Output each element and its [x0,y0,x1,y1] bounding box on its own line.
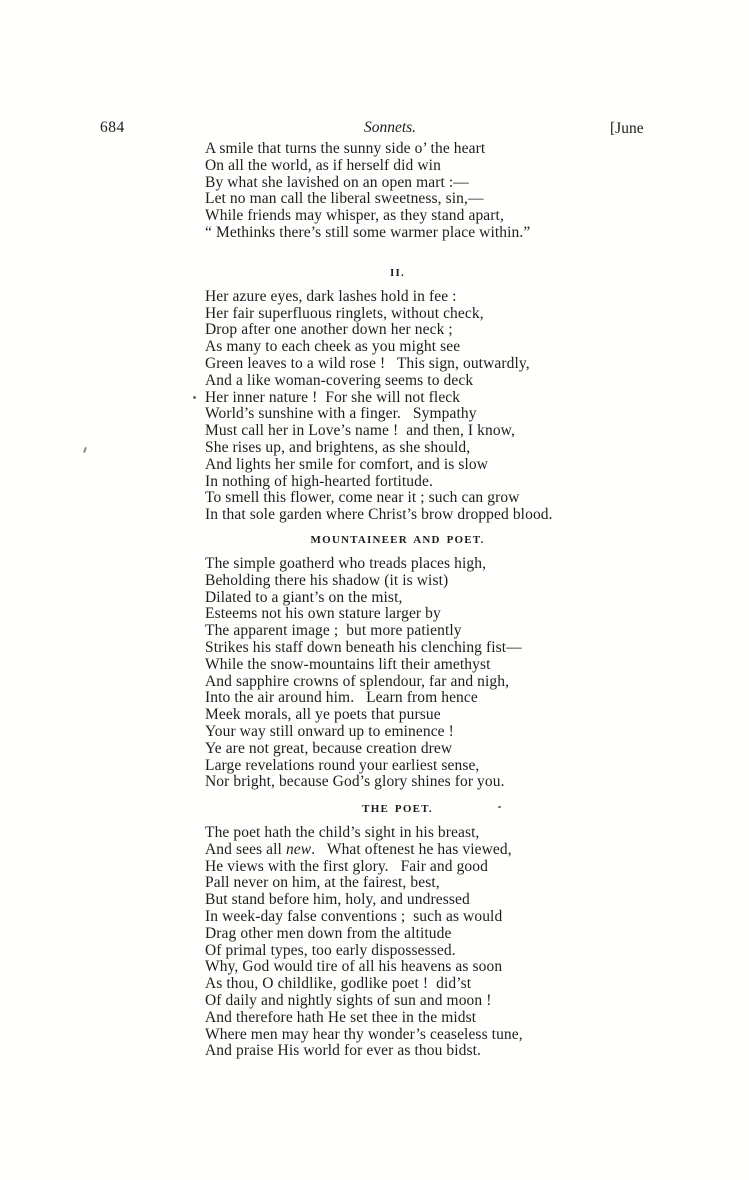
poem-section-the-poet [205,803,590,1060]
page-number: 684 [100,119,125,136]
poem-line: And therefore hath He set thee in the midst [205,1008,477,1026]
poem-line: Into the air around him. Learn from hence [205,689,478,707]
poem-line: While the snow-mountains lift their amethyst [205,655,491,673]
running-title: Sonnets. [363,119,417,136]
poem-line: On all the world, as if herself did win [205,156,441,174]
poem-line: Beholding there his shadow (it is wist) [205,571,449,589]
poem-line: Her fair superfluous ringlets, without check, [205,304,484,322]
poem-line: Her azure eyes, dark lashes hold in fee : [205,287,457,305]
poem-line: And sees all new. What oftenest he has viewed, [205,840,512,858]
text-column [205,141,590,1060]
poem-line: Ye are not great, because creation drew [205,739,453,757]
scan-artifact [193,396,196,399]
poem-line: In that sole garden where Christ’s brow dropped blood. [205,506,553,524]
poem-line: And lights her smile for comfort, and is slow [205,455,489,473]
poem-line: Dilated to a giant’s on the mist, [205,588,403,606]
poem-line: A smile that turns the sunny side o’ the heart [205,140,486,157]
poem-line: Green leaves to a wild rose ! This sign, outwardly, [205,354,530,372]
scan-artifact [83,447,87,453]
poem-line: Your way still onward up to eminence ! [205,722,454,740]
poem-line: As thou, O childlike, godlike poet ! did’st [205,975,472,993]
poem-line: Pall never on him, at the fairest, best, [205,874,440,892]
poem-line: She rises up, and brightens, as she should, [205,438,471,456]
poem-line: And sapphire crowns of splendour, far and nigh, [205,672,510,690]
poem-line: To smell this flower, come near it ; such can grow [205,489,520,507]
poem-line: While friends may whisper, as they stand apart, [205,207,504,225]
poem-line: Strikes his staff down beneath his clenching fist— [205,638,522,656]
poem-line: Drag other men down from the altitude [205,924,452,942]
poem-lines [205,141,590,242]
poem-line: Drop after one another down her neck ; [205,321,453,339]
poem-line: Large revelations round your earliest sense, [205,756,480,774]
poem-line: The apparent image ; but more patiently [205,622,462,640]
heading-ii: II. [390,266,405,279]
poem-line: The simple goatherd who treads places high, [205,554,487,572]
poem-line: Esteems not his own stature larger by [205,605,441,623]
poem-line: Her inner nature ! For she will not fleck [205,388,461,406]
poem-line: In week-day false conventions ; such as would [205,908,503,926]
poem-lines [205,289,590,524]
poem-lines [205,825,590,1060]
poem-line: He views with the first glory. Fair and good [205,857,488,875]
poem-line: Why, God would tire of all his heavens as soon [205,958,503,976]
issue-date: [June [610,120,644,137]
poem-line: Nor bright, because God’s glory shines for you. [205,773,505,791]
heading-mountaineer-and-poet: MOUNTAINEER AND POET. [310,533,485,546]
poem-section-mountaineer-and-poet [205,534,590,791]
scan-artifact [498,806,501,808]
poem-line: And a like woman-covering seems to deck [205,371,474,389]
poem-line: Of daily and nightly sights of sun and moon ! [205,992,492,1010]
poem-line: Meek morals, all ye poets that pursue [205,706,441,724]
heading-the-poet: THE POET. [362,803,433,816]
poem-line: “ Methinks there’s still some warmer place within.” [205,223,531,241]
poem-lines [205,556,590,791]
poem-line: As many to each cheek as you might see [205,338,461,356]
poem-line: But stand before him, holy, and undressed [205,891,470,909]
poem-section-sonnet-ii [205,267,590,524]
poem-line: In nothing of high-hearted fortitude. [205,472,433,490]
poem-line: Must call her in Love’s name ! and then, I know, [205,422,515,440]
poem-line: And praise His world for ever as thou bidst. [205,1042,482,1060]
poem-line: By what she lavished on an open mart :— [205,173,469,191]
poem-line: The poet hath the child’s sight in his breast, [205,824,480,842]
page-header [0,119,749,139]
poem-line: Let no man call the liberal sweetness, sin,— [205,190,484,208]
poem-line: Where men may hear thy wonder’s ceaseless tune, [205,1025,523,1043]
poem-section-sonnet-i-continuation [205,141,590,242]
poem-line: Of primal types, too early dispossessed. [205,941,456,959]
poem-line: World’s sunshine with a finger. Sympathy [205,405,477,423]
